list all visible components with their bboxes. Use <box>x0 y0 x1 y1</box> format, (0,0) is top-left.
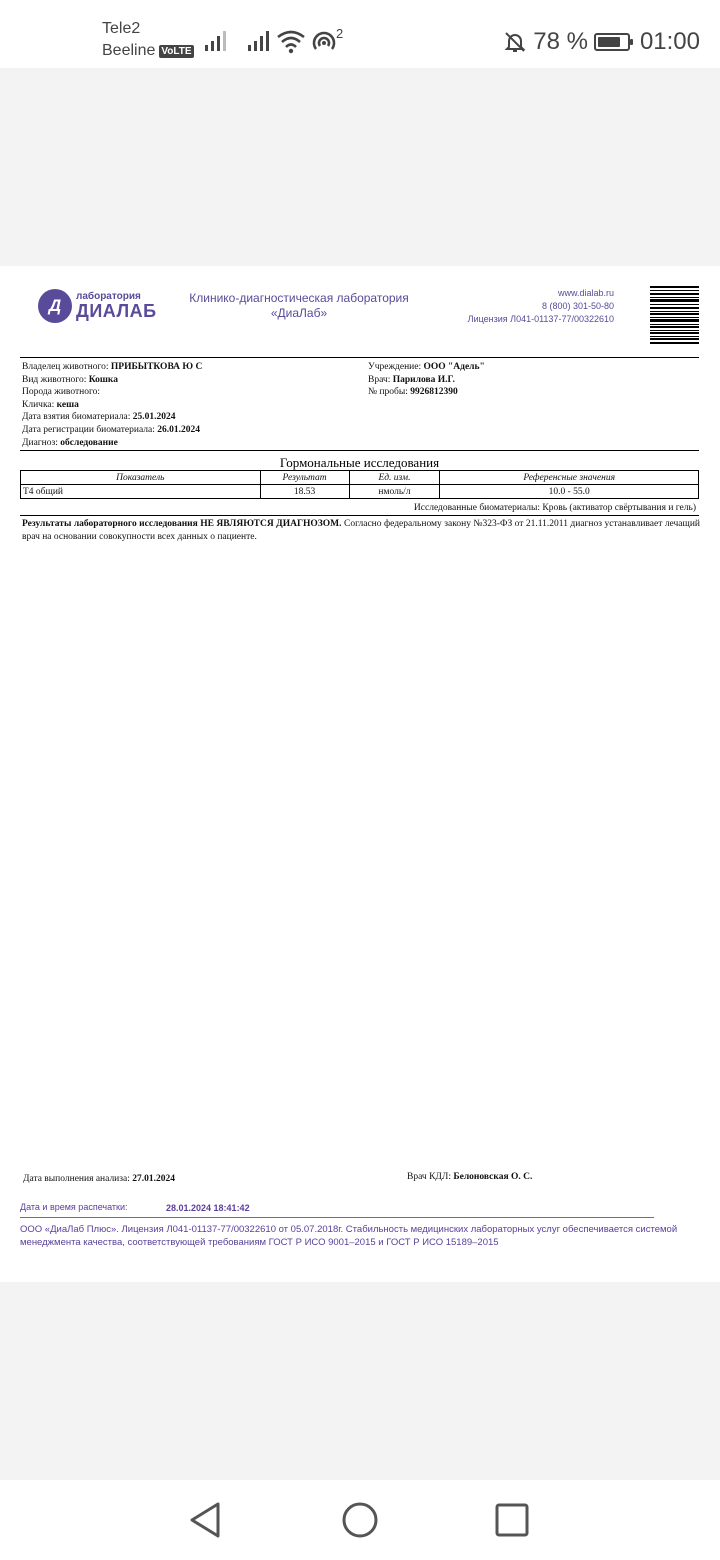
registration-date-value: 26.01.2024 <box>157 424 200 435</box>
navigation-bar <box>0 1480 720 1560</box>
logo-big-text: ДИАЛАБ <box>76 301 157 321</box>
patient-info <box>22 361 362 449</box>
column-header: Ед. изм. <box>349 471 440 485</box>
pet-name-label: Кличка: <box>22 399 55 410</box>
document-page <box>0 266 720 1282</box>
registration-date-label: Дата регистрации биоматериала: <box>22 424 155 435</box>
lab-phone: 8 (800) 301-50-80 <box>541 301 614 311</box>
dialab-logo <box>38 289 157 323</box>
header-divider <box>20 357 699 358</box>
institution-label: Учреждение: <box>368 362 422 372</box>
owner-value: ПРИБЫТКОВА Ю С <box>110 362 203 372</box>
species-value: Кошка <box>88 374 118 385</box>
kdl-doctor-label: Врач КДЛ: <box>407 1172 451 1182</box>
sample-number-value: 9926812390 <box>410 387 458 398</box>
species-label: Вид животного: <box>22 374 87 385</box>
footer-license: ООО «ДиаЛаб Плюс». Лицензия Л041-01137-77/00322610 от 05.07.2018г. Стабильность медицинских лабораторных услуг обеспечивается системой менеджмента качества, соответствующей требованиям ГОСТ Р ИСО 9001–2015 и ГОСТ Р ИСО 15189–2015 <box>20 1224 678 1248</box>
battery-percent: 78 % <box>533 28 588 55</box>
sample-date-label: Дата взятия биоматериала: <box>22 412 131 423</box>
logo-mark-icon: Д <box>38 289 72 323</box>
lab-contacts <box>468 287 614 326</box>
sample-date-value: 25.01.2024 <box>132 412 176 423</box>
reference-cell: 10.0 - 55.0 <box>440 485 699 499</box>
table-bottom-divider <box>20 515 699 516</box>
hotspot-icon <box>311 29 337 55</box>
results-table <box>20 470 699 499</box>
column-header: Результат <box>260 471 349 485</box>
institution-value: ООО "Адель" <box>423 362 485 372</box>
carrier-2: Beeline <box>102 42 156 59</box>
signal-1-icon <box>204 30 228 52</box>
analysis-date-label: Дата выполнения анализа: <box>23 1174 130 1184</box>
footer-divider <box>20 1217 654 1218</box>
battery-level <box>598 37 620 47</box>
lab-title-line-2: «ДиаЛаб» <box>270 306 328 320</box>
owner-label: Владелец животного: <box>22 362 109 372</box>
table-row <box>21 485 699 499</box>
info-divider <box>20 450 699 451</box>
hotspot-count: 2 <box>336 26 344 41</box>
print-datetime-label: Дата и время распечатки: <box>20 1202 128 1212</box>
pet-name-value: кеша <box>56 399 79 410</box>
lab-title-line-1: Клинико-диагностическая лаборатория <box>189 291 409 305</box>
lab-title <box>186 291 412 321</box>
carrier-info <box>102 18 194 62</box>
home-icon[interactable] <box>338 1498 382 1542</box>
doctor-label: Врач: <box>368 374 391 385</box>
kdl-doctor-value: Белоновская О. С. <box>453 1172 533 1182</box>
status-bar <box>0 0 720 68</box>
status-right <box>503 28 700 56</box>
test-name-cell: T4 общий <box>21 485 261 499</box>
logo-small-text: лаборатория <box>76 291 141 302</box>
sample-number-label: № пробы: <box>368 387 408 398</box>
breed-label: Порода животного: <box>22 387 100 398</box>
recents-icon[interactable] <box>490 1498 534 1542</box>
print-datetime-value: 28.01.2024 18:41:42 <box>166 1203 250 1213</box>
back-icon[interactable] <box>184 1498 228 1542</box>
carrier-1: Tele2 <box>102 20 141 37</box>
analysis-date-value: 27.01.2024 <box>132 1174 175 1184</box>
volte-badge: VoLTE <box>161 45 192 57</box>
kdl-doctor <box>407 1172 532 1182</box>
disclaimer <box>22 518 700 544</box>
wifi-icon <box>276 28 306 54</box>
column-header: Референсные значения <box>440 471 699 485</box>
lab-website: www.dialab.ru <box>557 288 614 298</box>
diagnosis-value: обследование <box>60 437 118 448</box>
section-title: Гормональные исследования <box>279 455 440 470</box>
diagnosis-label: Диагноз: <box>22 437 58 448</box>
disclaimer-text: Согласно федеральному закону №323-ФЗ от 21.11.2011 диагноз устанавливает лечащий врач на основании совокупности всех данных о пациенте. <box>22 519 701 542</box>
battery-icon <box>594 33 630 51</box>
analysis-date <box>23 1174 175 1184</box>
institution-info <box>368 361 698 399</box>
doctor-value: Парилова И.Г. <box>392 374 455 385</box>
signal-2-icon <box>247 30 271 52</box>
biomaterials-note: Исследованные биоматериалы: Кровь (активатор свёртывания и гель) <box>413 503 696 513</box>
bell-muted-icon <box>503 30 527 54</box>
disclaimer-bold: Результаты лабораторного исследования НЕ ЯВЛЯЮТСЯ ДИАГНОЗОМ. <box>22 519 342 529</box>
column-header: Показатель <box>21 471 261 485</box>
results-header-row <box>21 471 699 485</box>
lab-license: Лицензия Л041-01137-77/00322610 <box>467 314 614 324</box>
barcode-icon <box>650 286 699 344</box>
unit-cell: нмоль/л <box>349 485 440 499</box>
result-cell: 18.53 <box>260 485 349 499</box>
clock: 01:00 <box>639 28 700 55</box>
